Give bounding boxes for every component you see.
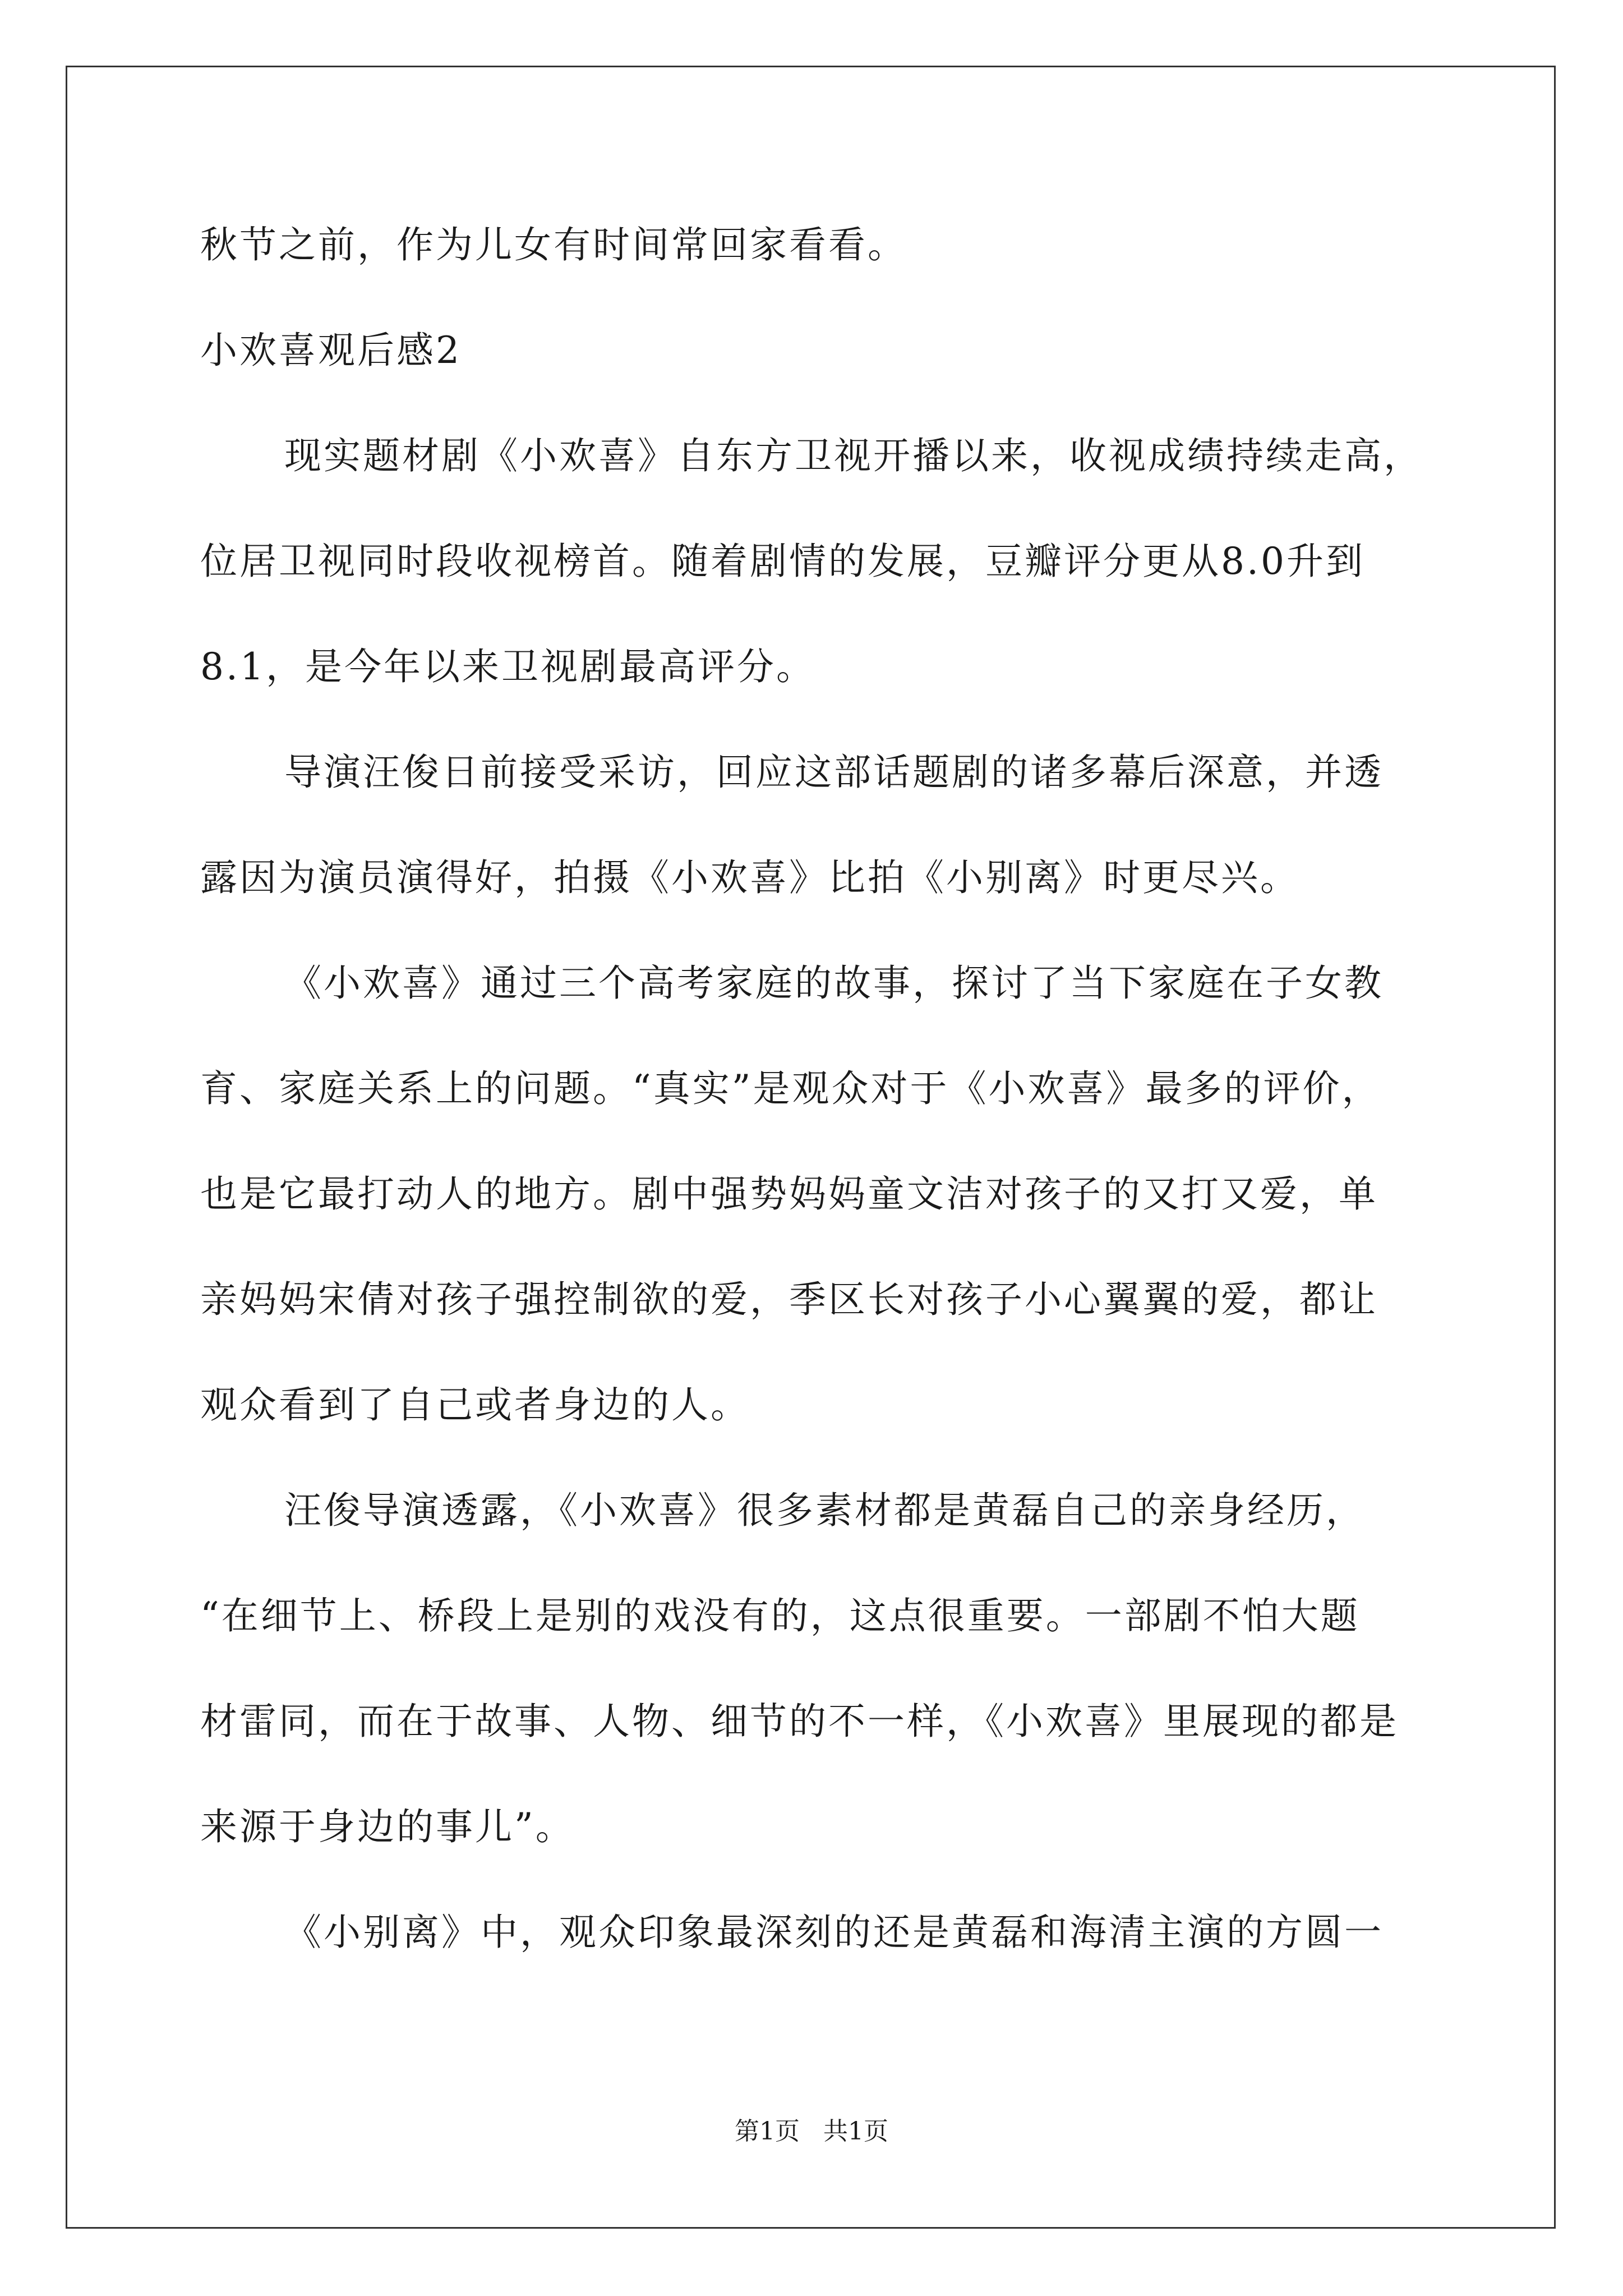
text-line: 位居卫视同时段收视榜首。随着剧情的发展，豆瓣评分更从8.0升到 — [200, 540, 1365, 583]
document-body — [200, 221, 1428, 2014]
text-line: 也是它最打动人的地方。剧中强势妈妈童文洁对孩子的又打又爱，单 — [200, 1172, 1378, 1216]
text-line: 现实题材剧《小欢喜》自东方卫视开播以来，收视成绩持续走高， — [284, 434, 1423, 477]
text-line: 《小欢喜》通过三个高考家庭的故事，探讨了当下家庭在子女教 — [284, 961, 1384, 1005]
text-line: 秋节之前，作为儿女有时间常回家看看。 — [200, 223, 907, 266]
text-line: 材雷同，而在于故事、人物、细节的不一样，《小欢喜》里展现的都是 — [200, 1700, 1399, 1743]
text-line: 导演汪俊日前接受采访，回应这部话题剧的诸多幕后深意，并透 — [284, 751, 1384, 794]
text-line: 来源于身边的事儿”。 — [200, 1805, 575, 1848]
text-line: “在细节上、桥段上是别的戏没有的，这点很重要。一部剧不怕大题 — [200, 1594, 1360, 1637]
text-line: 《小别离》中，观众印象最深刻的还是黄磊和海清主演的方圆一 — [284, 1911, 1384, 1954]
text-line: 观众看到了自己或者身边的人。 — [200, 1383, 750, 1427]
text-line: 汪俊导演透露，《小欢喜》很多素材都是黄磊自己的亲身经历， — [284, 1489, 1365, 1532]
text-line: 亲妈妈宋倩对孩子强控制欲的爱，季区长对孩子小心翼翼的爱，都让 — [200, 1278, 1378, 1321]
page-footer: 第1页 共1页 — [735, 2117, 888, 2146]
section-heading: 小欢喜观后感2 — [200, 329, 462, 372]
text-line: 8.1，是今年以来卫视剧最高评分。 — [200, 645, 815, 688]
text-line: 育、家庭关系上的问题。“真实”是观众对于《小欢喜》最多的评价， — [200, 1067, 1381, 1110]
text-line: 露因为演员演得好，拍摄《小欢喜》比拍《小别离》时更尽兴。 — [200, 856, 1299, 899]
